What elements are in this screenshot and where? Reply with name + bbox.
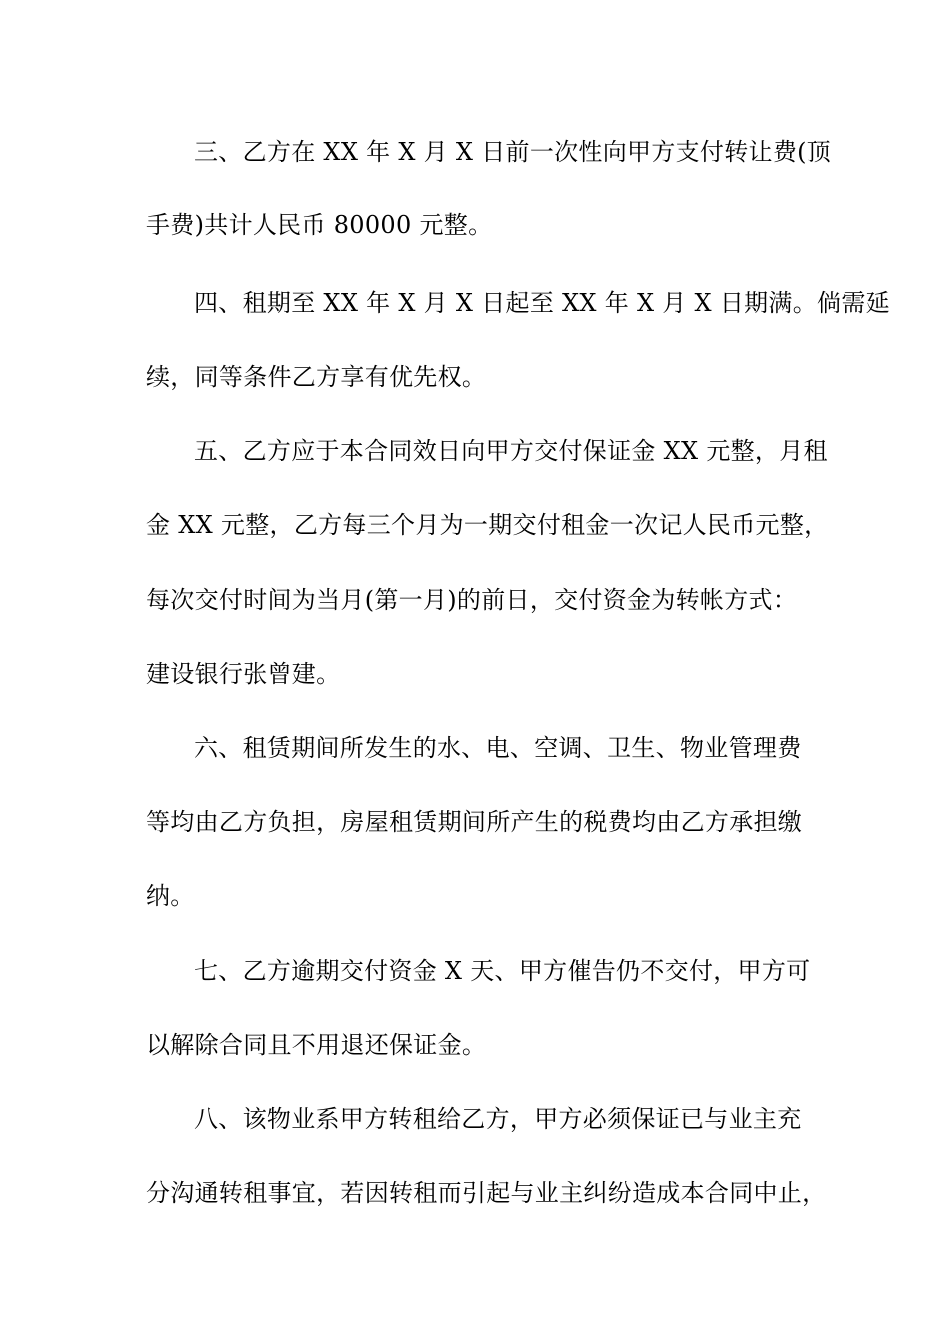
paragraph-8-line-1: 八、该物业系甲方转租给乙方，甲方必须保证已与业主充 bbox=[194, 1105, 802, 1133]
paragraph-5-line-4: 建设银行张曾建。 bbox=[146, 660, 341, 688]
paragraph-7-line-1: 七、乙方逾期交付资金 X 天、甲方催告仍不交付，甲方可 bbox=[194, 957, 811, 985]
paragraph-5-line-3: 每次交付时间为当月(第一月)的前日，交付资金为转帐方式： bbox=[146, 586, 798, 614]
paragraph-3-line-1: 三、乙方在 XX 年 X 月 X 日前一次性向甲方支付转让费(顶 bbox=[194, 138, 832, 166]
paragraph-6-line-1: 六、租赁期间所发生的水、电、空调、卫生、物业管理费 bbox=[194, 734, 802, 762]
paragraph-5-line-2: 金 XX 元整，乙方每三个月为一期交付租金一次记人民币元整， bbox=[146, 511, 829, 539]
paragraph-6-line-3: 纳。 bbox=[146, 882, 195, 910]
paragraph-5-line-1: 五、乙方应于本合同效日向甲方交付保证金 XX 元整，月租 bbox=[194, 437, 828, 465]
paragraph-6-line-2: 等均由乙方负担，房屋租赁期间所产生的税费均由乙方承担缴 bbox=[146, 808, 803, 836]
paragraph-8-line-2: 分沟通转租事宜，若因转租而引起与业主纠纷造成本合同中止， bbox=[146, 1179, 827, 1207]
paragraph-3-line-2: 手费)共计人民币 80000 元整。 bbox=[146, 211, 493, 239]
paragraph-7-line-2: 以解除合同且不用退还保证金。 bbox=[146, 1031, 487, 1059]
paragraph-4-line-1: 四、租期至 XX 年 X 月 X 日起至 XX 年 X 月 X 日期满。倘需延 bbox=[194, 289, 890, 317]
paragraph-4-line-2: 续，同等条件乙方享有优先权。 bbox=[146, 363, 487, 391]
